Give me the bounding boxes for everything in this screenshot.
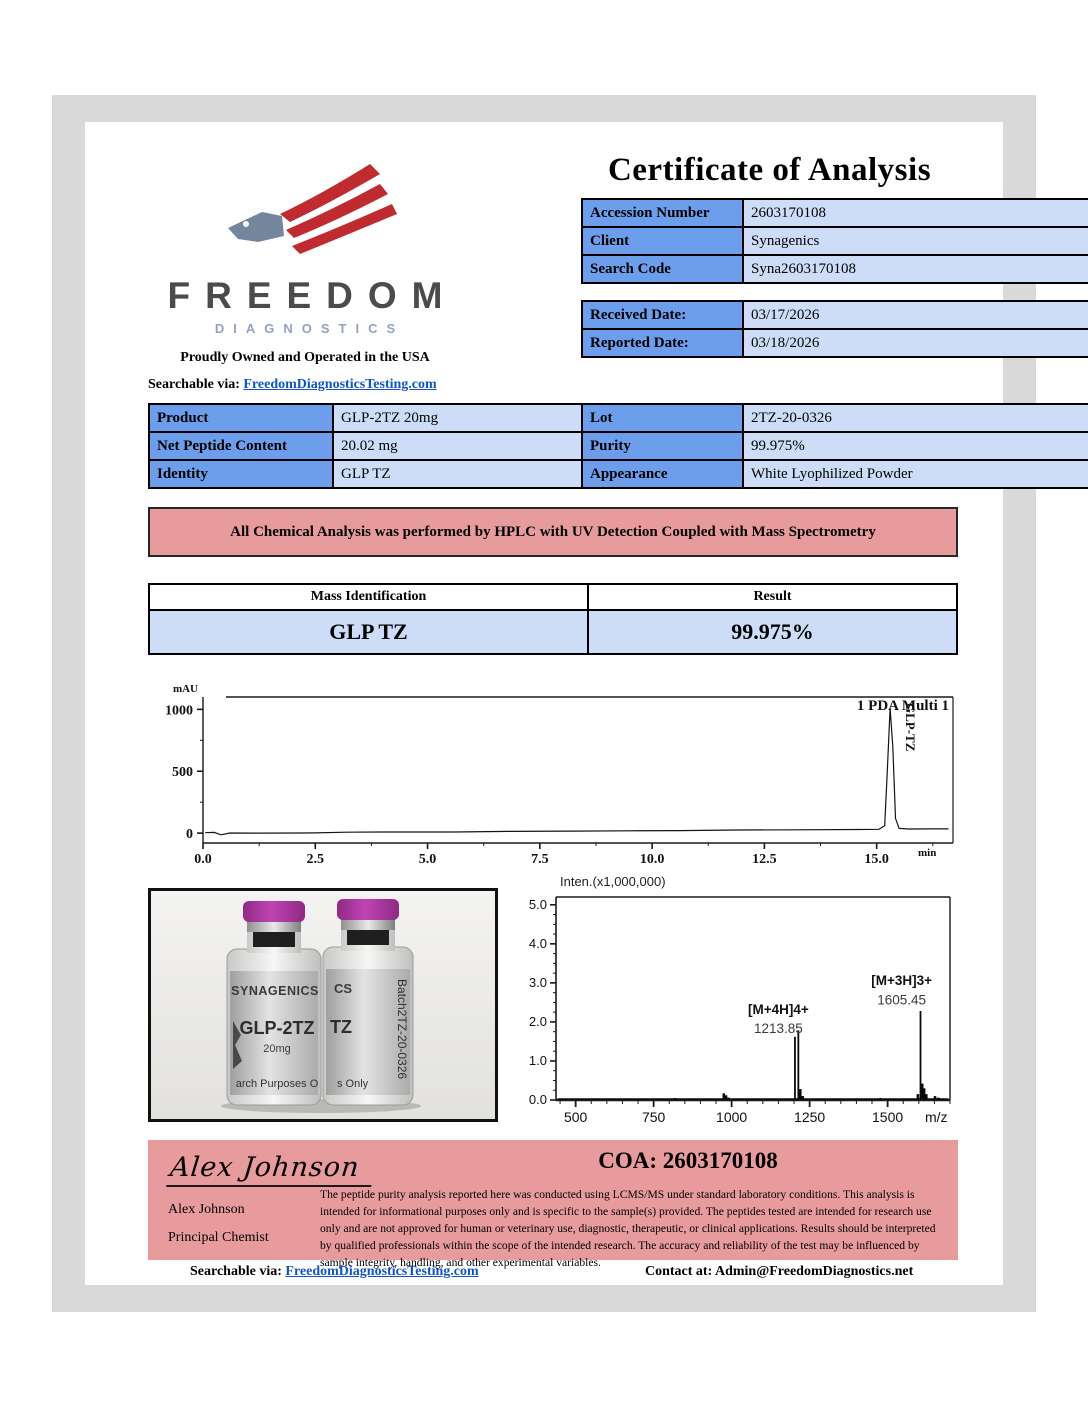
- table-row: [582, 404, 1088, 432]
- table-row: [582, 227, 1088, 255]
- date-value-cell: 03/17/2026: [743, 301, 1088, 329]
- svg-text:5.0: 5.0: [418, 852, 437, 867]
- mass-id-header-cell: Mass Identification: [149, 584, 588, 610]
- svg-text:2.5: 2.5: [306, 852, 325, 867]
- svg-text:5.0: 5.0: [528, 896, 547, 912]
- footer-search-line: [190, 1264, 479, 1280]
- lot-label-cell: Appearance: [582, 460, 743, 488]
- svg-text:10.0: 10.0: [639, 852, 665, 867]
- lot-label-cell: Purity: [582, 432, 743, 460]
- page-sheet: [85, 122, 1003, 1285]
- svg-text:1605.45: 1605.45: [877, 992, 927, 1008]
- table-row: [582, 329, 1088, 357]
- lot-value-cell: 99.975%: [743, 432, 1088, 460]
- svg-text:500: 500: [172, 765, 193, 781]
- mass-spectrum-chart: [515, 872, 980, 1137]
- svg-text:1250: 1250: [794, 1109, 826, 1125]
- svg-text:1000: 1000: [716, 1109, 748, 1125]
- date-label-cell: Reported Date:: [582, 329, 743, 357]
- product-label-cell: Net Peptide Content: [149, 432, 333, 460]
- svg-text:1213.85: 1213.85: [754, 1020, 803, 1036]
- svg-text:1500: 1500: [872, 1109, 904, 1125]
- eagle-eye: [243, 221, 249, 227]
- signer-title: Principal Chemist: [168, 1230, 269, 1245]
- vial-purpose-text: arch Purposes O: [235, 1078, 319, 1090]
- svg-text:m/z: m/z: [925, 1109, 948, 1125]
- vial-brand-fragment: CS: [334, 981, 353, 996]
- vials-illustration: [151, 891, 495, 1119]
- disclaimer-text: The peptide purity analysis reported here was conducted using LCMS/MS under standard laboratory conditions. This analysis is intended for informational purposes only and is specific to the sample(s) provided. The peptides tested are intended for research use only and are not approved for human or veterinary use, diagnostic, therapeutic, or clinical applications. Results should be interpreted by qualified professionals within the scope of the intended research. The accuracy and reliability of the test may be influenced by sample integrity, handling, and other experimental variables.: [320, 1188, 936, 1270]
- eagle-flag-logo-icon: [210, 160, 400, 268]
- info-value-cell: 2603170108: [743, 199, 1088, 227]
- table-row: [582, 432, 1088, 460]
- mass-identification-table: [148, 583, 958, 655]
- logo-block: [140, 160, 470, 336]
- product-value-cell: GLP TZ: [333, 460, 1065, 488]
- svg-text:750: 750: [641, 1109, 666, 1125]
- svg-text:7.5: 7.5: [531, 852, 549, 867]
- footer-search-label: Searchable via:: [190, 1264, 282, 1279]
- svg-text:[M+3H]3+: [M+3H]3+: [871, 972, 933, 988]
- product-value-cell: 20.02 mg: [333, 432, 1065, 460]
- svg-text:min: min: [918, 847, 937, 859]
- signature-script: Alex Johnson: [166, 1152, 375, 1187]
- svg-text:GLP-TZ: GLP-TZ: [903, 703, 919, 752]
- vial-dose-text: 20mg: [263, 1043, 291, 1055]
- svg-text:12.5: 12.5: [752, 852, 777, 867]
- info-value-cell: Synagenics: [743, 227, 1088, 255]
- table-row: [582, 255, 1088, 283]
- search-line: [148, 377, 437, 393]
- table-row: [149, 610, 957, 654]
- svg-text:3.0: 3.0: [528, 974, 547, 990]
- logo-wordmark: FREEDOM: [167, 275, 458, 316]
- vial-cap: [243, 901, 305, 922]
- footer-search-link[interactable]: FreedomDiagnosticsTesting.com: [285, 1264, 479, 1279]
- search-link[interactable]: FreedomDiagnosticsTesting.com: [243, 377, 437, 392]
- method-banner: All Chemical Analysis was performed by HPLC with UV Detection Coupled with Mass Spectrometry: [148, 507, 958, 557]
- result-header-cell: Result: [588, 584, 957, 610]
- svg-text:2.0: 2.0: [528, 1013, 547, 1029]
- product-label-cell: Identity: [149, 460, 333, 488]
- svg-text:0: 0: [186, 827, 193, 843]
- table-row: [582, 460, 1088, 488]
- svg-text:15.0: 15.0: [864, 852, 889, 867]
- product-value-cell: GLP-2TZ 20mg: [333, 404, 1065, 432]
- info-label-cell: Search Code: [582, 255, 743, 283]
- svg-text:0.0: 0.0: [194, 852, 212, 867]
- info-label-cell: Client: [582, 227, 743, 255]
- svg-text:4.0: 4.0: [528, 935, 547, 951]
- vial-brand-text: SYNAGENICS: [231, 984, 319, 998]
- info-value-cell: Syna2603170108: [743, 255, 1088, 283]
- svg-text:1000: 1000: [165, 703, 193, 719]
- vial-cap: [337, 899, 399, 920]
- table-row: [582, 199, 1088, 227]
- svg-text:Inten.(x1,000,000): Inten.(x1,000,000): [560, 874, 666, 889]
- hplc-chromatogram-chart: [148, 677, 958, 872]
- tagline: Proudly Owned and Operated in the USA: [180, 350, 430, 365]
- svg-text:[M+4H]4+: [M+4H]4+: [748, 1002, 809, 1018]
- footer-contact: Contact at: Admin@FreedomDiagnostics.net: [645, 1264, 914, 1279]
- lot-table: [581, 403, 1088, 489]
- table-row: [582, 301, 1088, 329]
- vial-product-text: GLP-2TZ: [239, 1018, 315, 1038]
- date-table: [581, 300, 1088, 358]
- coa-number: COA: 2603170108: [598, 1148, 778, 1173]
- signature-panel: [148, 1140, 958, 1270]
- svg-text:mAU: mAU: [172, 683, 198, 695]
- product-label-cell: Product: [149, 404, 333, 432]
- table-header-row: [149, 584, 957, 610]
- svg-text:500: 500: [563, 1109, 588, 1125]
- lot-label-cell: Lot: [582, 404, 743, 432]
- info-label-cell: Accession Number: [582, 199, 743, 227]
- result-value-cell: 99.975%: [588, 610, 957, 654]
- vial-photo: [148, 888, 498, 1122]
- page-title: Certificate of Analysis: [607, 152, 932, 188]
- date-label-cell: Received Date:: [582, 301, 743, 329]
- mass-id-value-cell: GLP TZ: [149, 610, 588, 654]
- svg-text:0.0: 0.0: [528, 1092, 547, 1107]
- vial-only-text: s Only: [337, 1078, 369, 1090]
- vial-batch-text: Batch2TZ-20-0326: [395, 979, 409, 1080]
- svg-text:1.0: 1.0: [528, 1052, 547, 1068]
- lot-value-cell: White Lyophilized Powder: [743, 460, 1088, 488]
- signer-name: Alex Johnson: [168, 1202, 245, 1217]
- logo-subtitle: DIAGNOSTICS: [214, 321, 405, 336]
- accession-info-table: [581, 198, 1088, 284]
- vial-product-fragment: TZ: [330, 1017, 352, 1037]
- lot-value-cell: 2TZ-20-0326: [743, 404, 1088, 432]
- search-label: Searchable via:: [148, 377, 240, 392]
- date-value-cell: 03/18/2026: [743, 329, 1088, 357]
- svg-text:1 PDA Multi 1: 1 PDA Multi 1: [856, 698, 949, 714]
